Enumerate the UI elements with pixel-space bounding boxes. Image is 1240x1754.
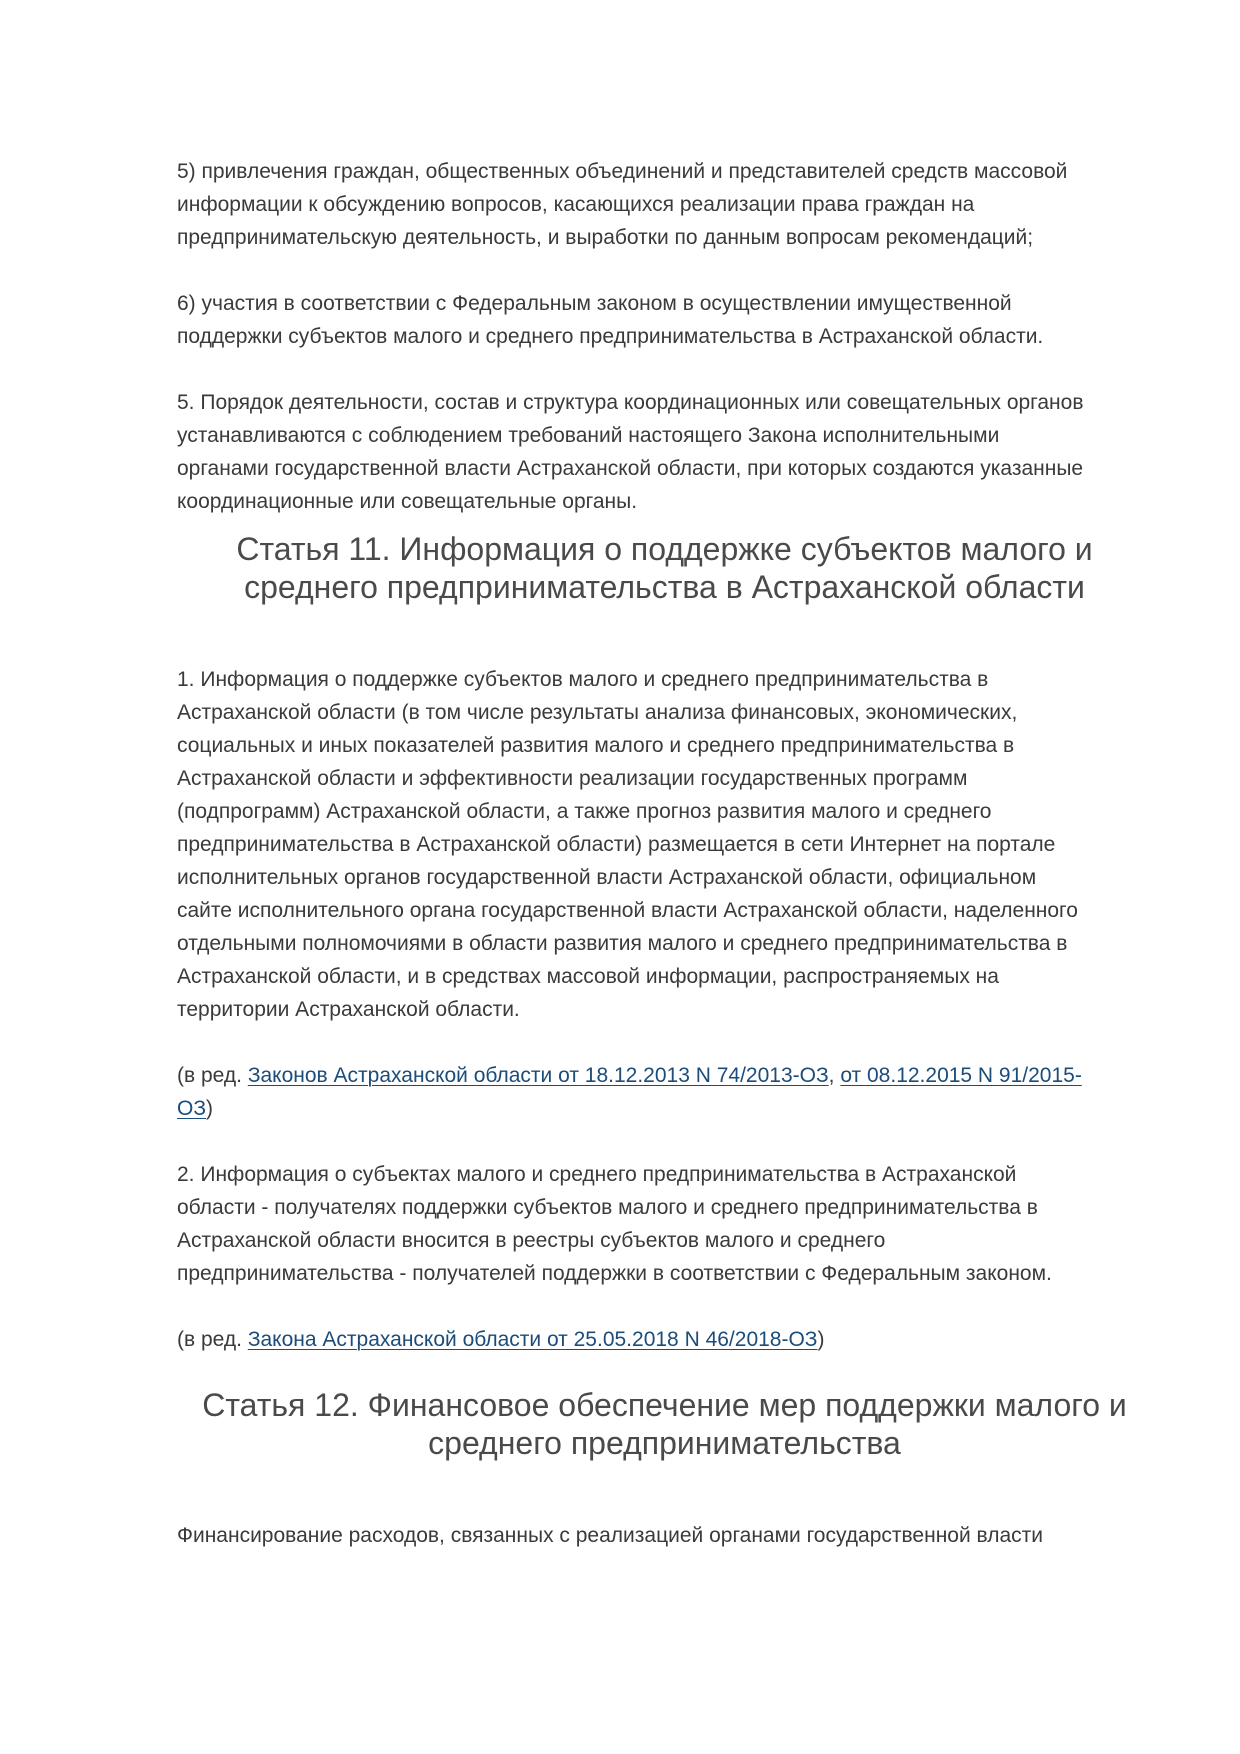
article-11-point-1 [177,663,1152,1026]
text-line: устанавливаются с соблюдением требований настоящего Закона исполнительными [177,424,1000,447]
text-line: предпринимательскую деятельность, и выработки по данным вопросам рекомендаций; [177,226,1034,249]
text-line: сайте исполнительного органа государственной власти Астраханской области, наделенного [177,899,1078,922]
text-line: Астраханской области (в том числе результаты анализа финансовых, экономических, [177,701,1018,724]
text-line: координационные или совещательные органы. [177,490,638,513]
text-line: Астраханской области, и в средствах массовой информации, распространяемых на [177,965,999,988]
document-body [177,155,1152,1585]
text-line: поддержки субъектов малого и среднего предпринимательства в Астраханской области. [177,325,1044,348]
amendment-reference-2 [177,1323,1152,1356]
text-line: территории Астраханской области. [177,998,520,1021]
heading-line: среднего предпринимательства [428,1425,901,1461]
text-line: предпринимательства в Астраханской области) размещается в сети Интернет на портале [177,833,1056,856]
text-line: Астраханской области вносится в реестры субъектов малого и среднего [177,1229,886,1252]
article-12-text [177,1519,1152,1552]
ref-suffix: ) [817,1328,825,1351]
ref-separator: , [828,1064,841,1087]
ref-prefix: (в ред. [177,1064,248,1087]
heading-line: Статья 11. Информация о поддержке субъектов малого и [236,531,1093,567]
paragraph-point-5 [177,386,1152,518]
law-link-08-12-2015[interactable]: от 08.12.2015 N 91/2015- [840,1064,1082,1087]
amendment-reference-1 [177,1059,1152,1125]
law-link-08-12-2015-continued[interactable]: ОЗ [177,1097,207,1120]
article-11-point-2 [177,1158,1152,1290]
text-line: (подпрограмм) Астраханской области, а также прогноз развития малого и среднего [177,800,992,823]
text-line: 5) привлечения граждан, общественных объединений и представителей средств массовой [177,160,1068,183]
text-line: области - получателях поддержки субъектов малого и среднего предпринимательства в [177,1196,1038,1219]
heading-line: среднего предпринимательства в Астраханской области [244,569,1085,605]
text-line: 5. Порядок деятельности, состав и структура координационных или совещательных органов [177,391,1084,414]
article-11-heading [177,530,1152,606]
ref-prefix: (в ред. [177,1328,248,1351]
text-line: предпринимательства - получателей поддержки в соответствии с Федеральным законом. [177,1262,1052,1285]
text-line [177,1092,1152,1125]
text-line: 2. Информация о субъектах малого и среднего предпринимательства в Астраханской [177,1163,1017,1186]
ref-suffix: ) [206,1097,214,1120]
text-line: Астраханской области и эффективности реализации государственных программ [177,767,968,790]
text-line: отдельными полномочиями в области развития малого и среднего предпринимательства в [177,932,1068,955]
text-line: информации к обсуждению вопросов, касающихся реализации права граждан на [177,193,975,216]
text-line: 1. Информация о поддержке субъектов малого и среднего предпринимательства в [177,668,989,691]
text-line: 6) участия в соответствии с Федеральным законом в осуществлении имущественной [177,292,1012,315]
text-line: Финансирование расходов, связанных с реализацией органами государственной власти [177,1524,1044,1547]
text-line: органами государственной власти Астраханской области, при которых создаются указанные [177,457,1084,480]
text-line: исполнительных органов государственной власти Астраханской области, официальном [177,866,1037,889]
paragraph-item-6 [177,287,1152,353]
law-link-18-12-2013[interactable]: Законов Астраханской области от 18.12.2013 N 74/2013-ОЗ [247,1064,829,1087]
text-line [177,1059,1152,1092]
heading-line: Статья 12. Финансовое обеспечение мер поддержки малого и [202,1387,1127,1423]
law-link-25-05-2018[interactable]: Закона Астраханской области от 25.05.2018 N 46/2018-ОЗ [247,1328,818,1351]
article-12-heading [177,1386,1152,1462]
text-line: социальных и иных показателей развития малого и среднего предпринимательства в [177,734,1015,757]
paragraph-item-5 [177,155,1152,254]
text-line [177,1323,1152,1356]
